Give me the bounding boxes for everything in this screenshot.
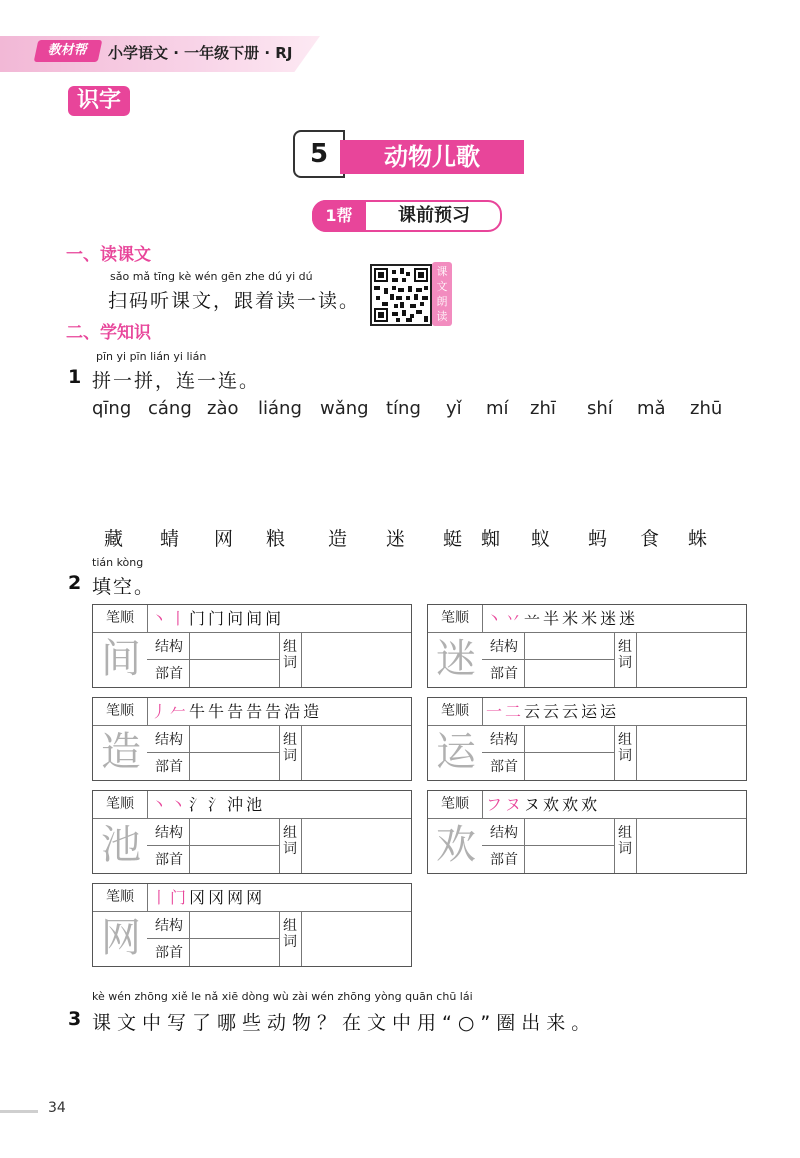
model-character: 运	[436, 729, 476, 775]
stroke-step: 丶	[151, 795, 170, 814]
jiegou-label: 结构	[155, 918, 183, 934]
zu-char: 组	[618, 825, 632, 841]
jiegou-label: 结构	[155, 732, 183, 748]
row-divider	[482, 752, 614, 753]
stroke-order-box	[92, 697, 412, 781]
lesson-title: 动物儿歌	[340, 140, 524, 174]
part1-text: 扫码听课文，跟着读一读。	[108, 290, 361, 312]
col-divider	[279, 725, 280, 780]
stroke-step: 告	[246, 702, 265, 721]
stroke-sequence	[486, 698, 619, 725]
stroke-step: ヌ	[505, 795, 524, 814]
col-divider	[614, 632, 615, 687]
stroke-sequence	[151, 605, 284, 632]
col-divider	[279, 911, 280, 966]
character-item[interactable]: 蚁	[531, 528, 551, 550]
col-divider	[301, 725, 302, 780]
q1-number: 1	[68, 366, 82, 388]
stroke-step: 丷	[505, 609, 524, 628]
jiegou-label: 结构	[155, 825, 183, 841]
stroke-sequence	[486, 791, 600, 818]
row-divider	[147, 752, 279, 753]
stroke-step: 迷	[619, 609, 638, 628]
stroke-step: 云	[562, 702, 581, 721]
bushou-label: 部首	[490, 852, 518, 868]
bishun-label: 笔顺	[93, 791, 148, 818]
part2-title: 二、学知识	[66, 323, 151, 343]
character-item[interactable]: 食	[640, 528, 660, 550]
stroke-step: 告	[265, 702, 284, 721]
zu-char: 组	[283, 639, 297, 655]
stroke-step: 欢	[581, 795, 600, 814]
row-divider	[147, 659, 279, 660]
pinyin-word[interactable]: mǎ	[637, 398, 666, 419]
stroke-step: 欢	[562, 795, 581, 814]
stroke-step: 半	[543, 609, 562, 628]
bushou-label: 部首	[155, 759, 183, 775]
zuci-label	[281, 732, 299, 764]
q2-pinyin: tián kòng	[92, 556, 144, 569]
stroke-step: 间	[265, 609, 284, 628]
stroke-step: 米	[562, 609, 581, 628]
stroke-step: 丨	[170, 609, 189, 628]
jiegou-label: 结构	[490, 639, 518, 655]
zu-char: 组	[283, 825, 297, 841]
footer-line	[0, 1110, 38, 1113]
stroke-sequence	[151, 698, 322, 725]
q3-pinyin: kè wén zhōng xiě le nǎ xiē dòng wù zài wén zhōng yòng quān chū lái	[92, 990, 473, 1003]
q3-text: 课文中写了哪些动物？在文中用“○”圈出来。	[92, 1012, 597, 1034]
character-item[interactable]: 蛛	[688, 528, 708, 550]
character-item[interactable]: 网	[214, 528, 234, 550]
row-divider	[482, 845, 614, 846]
ci-char: 词	[618, 841, 632, 857]
pinyin-word[interactable]: cáng	[148, 398, 192, 419]
row-divider	[482, 659, 614, 660]
ci-char: 词	[283, 934, 297, 950]
stroke-step: 䒑	[524, 609, 543, 628]
stroke-order-box	[92, 883, 412, 967]
stroke-step: 丶	[486, 609, 505, 628]
stroke-order-box	[427, 697, 747, 781]
pinyin-word[interactable]: zào	[207, 398, 239, 419]
ci-char: 词	[618, 748, 632, 764]
character-item[interactable]: 蚂	[588, 528, 608, 550]
ci-char: 词	[283, 655, 297, 671]
model-character: 间	[101, 636, 141, 682]
zu-char: 组	[283, 918, 297, 934]
qr-code-icon[interactable]	[370, 264, 432, 326]
model-character: 池	[101, 822, 141, 868]
part1-pinyin: sǎo mǎ tīng kè wén gēn zhe dú yi dú	[110, 270, 313, 283]
qr-label: 课文朗读	[432, 262, 452, 326]
stroke-step: 云	[543, 702, 562, 721]
bishun-label: 笔顺	[428, 698, 483, 725]
col-divider	[614, 725, 615, 780]
zu-char: 组	[283, 732, 297, 748]
pinyin-word[interactable]: liáng	[258, 398, 302, 419]
stroke-step: 门	[189, 609, 208, 628]
stroke-step: 冈	[208, 888, 227, 907]
ci-char: 词	[618, 655, 632, 671]
stroke-step: フ	[486, 795, 505, 814]
stroke-step: 𠂉	[170, 702, 189, 721]
jiegou-label: 结构	[490, 732, 518, 748]
stroke-step: 一	[486, 702, 505, 721]
bushou-label: 部首	[490, 666, 518, 682]
pinyin-word[interactable]: mí	[486, 398, 509, 419]
model-character: 网	[101, 915, 141, 961]
character-item[interactable]: 迷	[386, 528, 406, 550]
col-divider	[189, 632, 190, 687]
stroke-step: 丶	[170, 795, 189, 814]
stroke-order-box	[92, 790, 412, 874]
bishun-label: 笔顺	[93, 605, 148, 632]
row-divider	[147, 938, 279, 939]
stroke-sequence	[151, 884, 265, 911]
character-item[interactable]: 蜻	[160, 528, 180, 550]
stroke-step: 牛	[208, 702, 227, 721]
pinyin-word[interactable]: shí	[587, 398, 613, 419]
stroke-order-box	[92, 604, 412, 688]
ci-char: 词	[283, 748, 297, 764]
zuci-label	[281, 918, 299, 950]
col-divider	[189, 818, 190, 873]
col-divider	[301, 818, 302, 873]
section-tag: 识字	[68, 86, 130, 116]
q2-text: 填空。	[92, 576, 156, 598]
stroke-step: 氵	[189, 795, 208, 814]
col-divider	[524, 632, 525, 687]
stroke-step: 云	[524, 702, 543, 721]
pinyin-word[interactable]: zhū	[690, 398, 723, 419]
stroke-step: 问	[227, 609, 246, 628]
bushou-label: 部首	[155, 852, 183, 868]
stroke-step: 造	[303, 702, 322, 721]
col-divider	[279, 818, 280, 873]
zuci-label	[616, 732, 634, 764]
pinyin-word-row	[0, 398, 800, 424]
zu-char: 组	[618, 639, 632, 655]
col-divider	[524, 818, 525, 873]
stroke-sequence	[486, 605, 638, 632]
col-divider	[636, 818, 637, 873]
bang-title: 课前预习	[398, 205, 470, 226]
model-character: 迷	[436, 636, 476, 682]
col-divider	[301, 911, 302, 966]
character-item[interactable]: 藏	[104, 528, 124, 550]
pinyin-word[interactable]: zhī	[530, 398, 556, 419]
character-item[interactable]: 造	[328, 528, 348, 550]
zu-char: 组	[618, 732, 632, 748]
stroke-step: 沖	[227, 795, 246, 814]
col-divider	[301, 632, 302, 687]
stroke-order-box	[427, 790, 747, 874]
stroke-step: 间	[246, 609, 265, 628]
stroke-step: 网	[246, 888, 265, 907]
stroke-step: 丶	[151, 609, 170, 628]
page-number: 34	[48, 1100, 66, 1116]
lesson-number: 5	[293, 130, 345, 178]
character-item[interactable]: 蜓	[443, 528, 463, 550]
col-divider	[636, 632, 637, 687]
col-divider	[636, 725, 637, 780]
zuci-label	[281, 825, 299, 857]
bushou-label: 部首	[490, 759, 518, 775]
stroke-step: 运	[581, 702, 600, 721]
stroke-step: 告	[227, 702, 246, 721]
pinyin-word[interactable]: qīng	[92, 398, 132, 419]
book-title: 小学语文 · 一年级下册 · RJ	[108, 44, 293, 62]
character-item[interactable]: 蜘	[481, 528, 501, 550]
stroke-step: 氵	[208, 795, 227, 814]
pinyin-word[interactable]: wǎng	[320, 398, 369, 419]
bang-tag: 1帮	[312, 200, 366, 232]
part1-title: 一、读课文	[66, 245, 151, 265]
zuci-label	[616, 639, 634, 671]
col-divider	[524, 725, 525, 780]
stroke-order-box	[427, 604, 747, 688]
q1-pinyin: pīn yi pīn lián yi lián	[96, 350, 207, 363]
stroke-step: 门	[170, 888, 189, 907]
stroke-step: 网	[227, 888, 246, 907]
jiegou-label: 结构	[490, 825, 518, 841]
stroke-step: 米	[581, 609, 600, 628]
q2-number: 2	[68, 572, 82, 594]
character-row	[0, 524, 800, 552]
stroke-step: 二	[505, 702, 524, 721]
col-divider	[189, 911, 190, 966]
bishun-label: 笔顺	[428, 605, 483, 632]
col-divider	[279, 632, 280, 687]
stroke-step: 冈	[189, 888, 208, 907]
ci-char: 词	[283, 841, 297, 857]
stroke-step: 牛	[189, 702, 208, 721]
bishun-label: 笔顺	[93, 698, 148, 725]
zuci-label	[281, 639, 299, 671]
stroke-step: 丿	[151, 702, 170, 721]
stroke-step: 迷	[600, 609, 619, 628]
zuci-label	[616, 825, 634, 857]
col-divider	[614, 818, 615, 873]
character-item[interactable]: 粮	[266, 528, 286, 550]
stroke-sequence	[151, 791, 265, 818]
stroke-step: 欢	[543, 795, 562, 814]
stroke-step: ヌ	[524, 795, 543, 814]
stroke-step: 浩	[284, 702, 303, 721]
col-divider	[189, 725, 190, 780]
jiegou-label: 结构	[155, 639, 183, 655]
q3-number: 3	[68, 1008, 82, 1030]
brand-badge: 教材帮	[34, 40, 103, 62]
bushou-label: 部首	[155, 666, 183, 682]
stroke-step: 丨	[151, 888, 170, 907]
model-character: 造	[101, 729, 141, 775]
bishun-label: 笔顺	[93, 884, 148, 911]
row-divider	[147, 845, 279, 846]
stroke-step: 运	[600, 702, 619, 721]
stroke-step: 门	[208, 609, 227, 628]
bishun-label: 笔顺	[428, 791, 483, 818]
stroke-step: 池	[246, 795, 265, 814]
q1-text: 拼一拼，连一连。	[92, 370, 261, 392]
bushou-label: 部首	[155, 945, 183, 961]
model-character: 欢	[436, 822, 476, 868]
pinyin-word[interactable]: yǐ	[446, 398, 462, 419]
pinyin-word[interactable]: tíng	[386, 398, 421, 419]
